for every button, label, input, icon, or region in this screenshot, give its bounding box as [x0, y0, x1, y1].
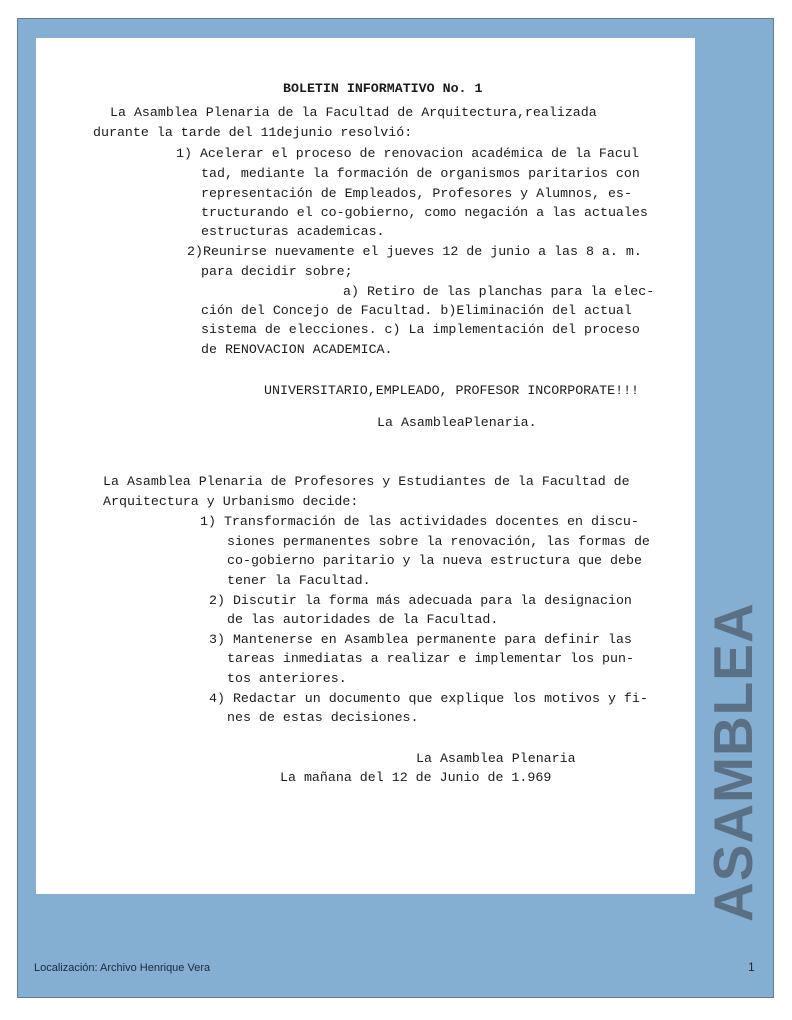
document-title: BOLETIN INFORMATIVO No. 1	[283, 81, 483, 96]
document-line: La Asamblea Plenaria	[416, 751, 576, 766]
document-line: 1) Acelerar el proceso de renovacion académica de la Facul	[176, 146, 639, 161]
document-line: tad, mediante la formación de organismos paritarios con	[201, 166, 640, 181]
document-line: La mañana del 12 de Junio de 1.969	[280, 770, 552, 785]
page-number: 1	[748, 960, 755, 974]
side-title: ASAMBLEA	[702, 602, 764, 922]
document-line: durante la tarde del 11dejunio resolvió:	[93, 125, 413, 140]
document-line: tructurando el co-gobierno, como negación a las actuales	[201, 205, 648, 220]
document-line: 3) Mantenerse en Asamblea permanente para definir las	[209, 632, 632, 647]
document-line: UNIVERSITARIO,EMPLEADO, PROFESOR INCORPORATE!!!	[264, 383, 640, 398]
document-line: de RENOVACION ACADEMICA.	[201, 342, 393, 357]
document-line: para decidir sobre;	[201, 264, 353, 279]
document-line: de las autoridades de la Facultad.	[227, 612, 499, 627]
document-line: siones permanentes sobre la renovación, las formas de	[227, 534, 650, 549]
document-line: estructuras academicas.	[201, 224, 385, 239]
document-line: 2)Reunirse nuevamente el jueves 12 de junio a las 8 a. m.	[187, 244, 642, 259]
location-credit: Localización: Archivo Henrique Vera	[34, 962, 211, 974]
document-line: Arquitectura y Urbanismo decide:	[103, 494, 359, 509]
document-line: 1) Transformación de las actividades docentes en discu-	[200, 514, 639, 529]
document-line: La AsambleaPlenaria.	[377, 415, 537, 430]
document-line: 4) Redactar un documento que explique los motivos y fi-	[209, 691, 648, 706]
document-line: tener la Facultad.	[227, 573, 371, 588]
document-line: co-gobierno paritario y la nueva estructura que debe	[227, 553, 642, 568]
document-line: ción del Concejo de Facultad. b)Eliminación del actual	[201, 303, 632, 318]
document-line: sistema de elecciones. c) La implementación del proceso	[201, 322, 640, 337]
document-line: 2) Discutir la forma más adecuada para la designacion	[209, 593, 632, 608]
document-line: La Asamblea Plenaria de la Facultad de Arquitectura,realizada	[110, 105, 597, 120]
document-line: a) Retiro de las planchas para la elec-	[343, 284, 655, 299]
document-line: tareas inmediatas a realizar e implementar los pun-	[227, 651, 634, 666]
document-line: La Asamblea Plenaria de Profesores y Estudiantes de la Facultad de	[103, 474, 630, 489]
document-line: representación de Empleados, Profesores y Alumnos, es-	[201, 186, 632, 201]
scanned-document	[36, 38, 695, 894]
document-line: nes de estas decisiones.	[227, 710, 419, 725]
document-line: tos anteriores.	[227, 671, 347, 686]
